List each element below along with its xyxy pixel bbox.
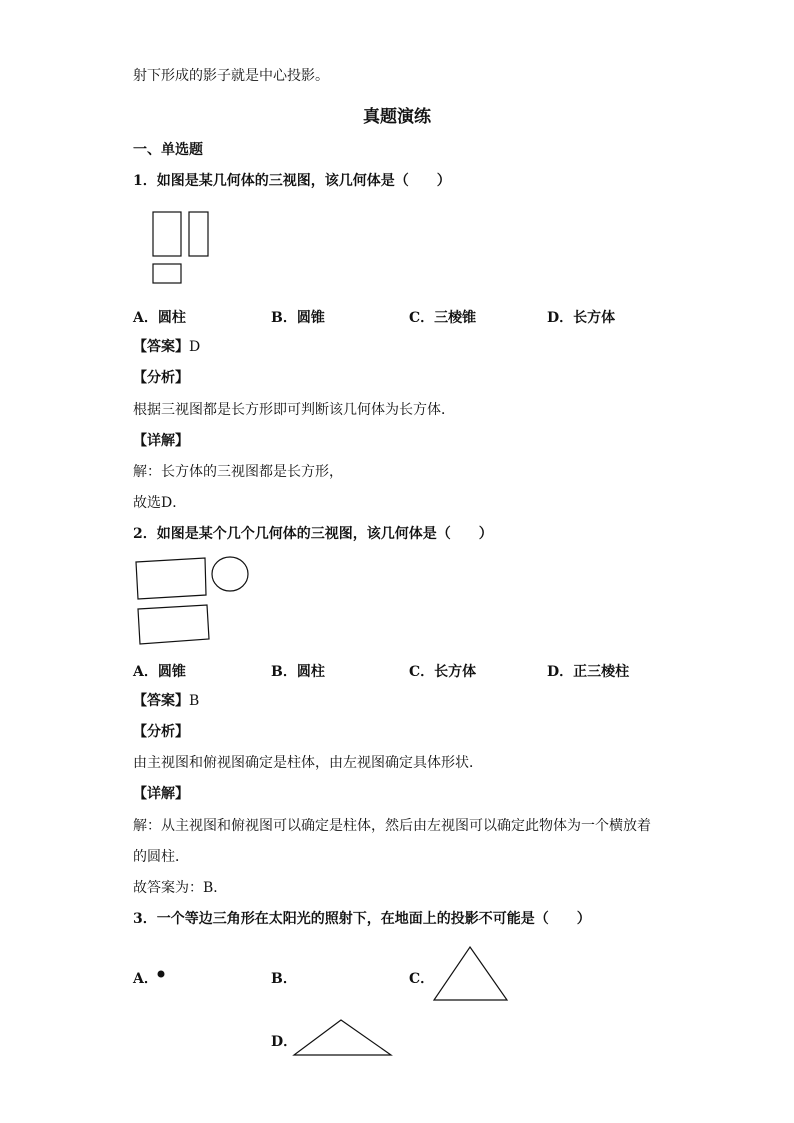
question-2-option-a: A．圆锥 [133, 664, 186, 680]
question-3-option-b: B． [271, 971, 297, 987]
section-type: 一、单选题 [133, 142, 203, 158]
intro-line: 射下形成的影子就是中心投影。 [133, 68, 329, 84]
question-2-detail-line-1: 解：从主视图和俯视图可以确定是柱体，然后由左视图可以确定此物体为一个横放着 [133, 818, 651, 834]
question-1-detail-tag: 【详解】 [133, 433, 189, 449]
question-3-option-c: C． [409, 971, 435, 987]
question-2-option-b: B．圆柱 [271, 664, 325, 680]
top-view-rect [138, 605, 209, 644]
question-2-stem: 2．如图是某个几个几何体的三视图，该几何体是（ ） [133, 526, 493, 542]
question-2-three-view-figure [134, 555, 252, 647]
question-2-answer [133, 692, 199, 710]
question-1-detail-line-2: 故选D． [133, 495, 187, 511]
question-1-analysis: 根据三视图都是长方形即可判断该几何体为长方体． [133, 402, 455, 418]
question-1-analysis-tag: 【分析】 [133, 370, 189, 386]
option-d-obtuse-triangle-figure [292, 1018, 394, 1058]
question-1-option-d: D．长方体 [547, 310, 616, 326]
question-2-detail-line-2: 的圆柱． [133, 849, 189, 865]
option-c-triangle-figure [432, 945, 510, 1003]
answer-tag: 【答案】 [133, 339, 189, 355]
front-view-rect [153, 212, 181, 256]
section-title: 真题演练 [363, 107, 431, 127]
question-2-option-d: D．正三棱柱 [547, 664, 630, 680]
question-2-detail-line-3: 故答案为：B． [133, 880, 228, 896]
question-2-analysis-tag: 【分析】 [133, 724, 189, 740]
question-1-answer [133, 338, 200, 356]
question-2-option-c: C．长方体 [409, 664, 477, 680]
side-view-circle [212, 557, 248, 591]
question-1-option-b: B．圆锥 [271, 310, 325, 326]
question-1-detail-line-1: 解：长方体的三视图都是长方形， [133, 464, 343, 480]
answer-value: B [189, 693, 200, 709]
question-1-three-view-figure [150, 210, 212, 286]
question-2-detail-tag: 【详解】 [133, 786, 189, 802]
question-3-stem: 3．一个等边三角形在太阳光的照射下，在地面上的投影不可能是（ ） [133, 911, 591, 927]
question-3-option-a: A． [133, 971, 158, 987]
question-1-option-a: A．圆柱 [133, 310, 186, 326]
question-1-stem: 1．如图是某几何体的三视图，该几何体是（ ） [133, 173, 451, 189]
option-a-dot-figure [156, 969, 166, 979]
answer-tag: 【答案】 [133, 693, 189, 709]
answer-value: D [189, 339, 201, 355]
question-2-analysis: 由主视图和俯视图确定是柱体，由左视图确定具体形状． [133, 755, 483, 771]
question-1-option-c: C．三棱锥 [409, 310, 477, 326]
front-view-rect [136, 558, 206, 599]
question-3-option-d: D． [271, 1034, 298, 1050]
top-view-rect [153, 264, 181, 283]
side-view-rect [189, 212, 208, 256]
